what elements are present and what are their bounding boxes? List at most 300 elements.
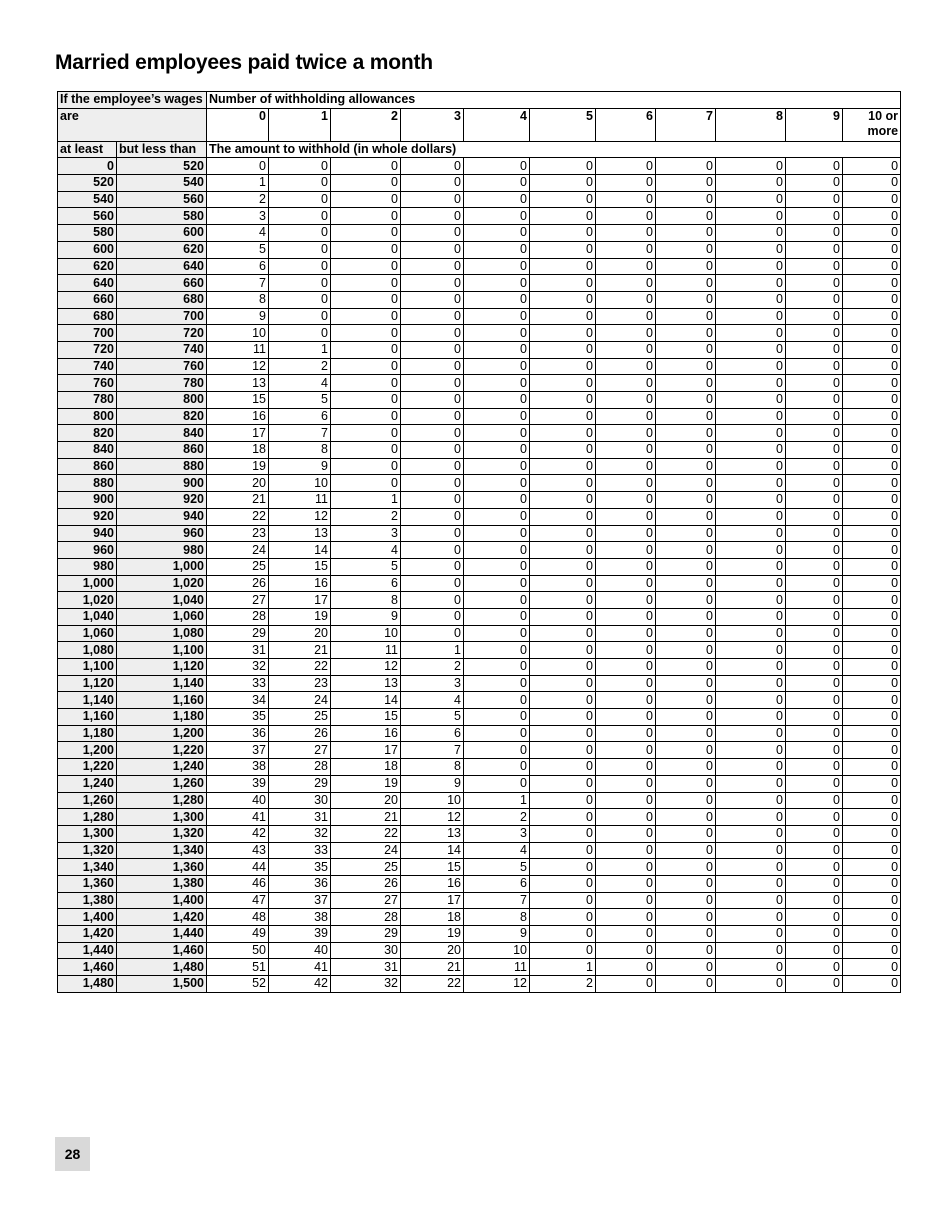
amount-cell: 28 xyxy=(207,608,269,625)
amount-cell: 0 xyxy=(596,458,656,475)
at-least-cell: 1,000 xyxy=(58,575,117,592)
amount-cell: 0 xyxy=(530,859,596,876)
amount-cell: 0 xyxy=(656,341,716,358)
at-least-cell: 1,320 xyxy=(58,842,117,859)
amount-cell: 0 xyxy=(716,291,786,308)
amount-cell: 0 xyxy=(464,625,530,642)
amount-cell: 0 xyxy=(331,375,401,392)
amount-cell: 0 xyxy=(596,959,656,976)
amount-cell: 35 xyxy=(269,859,331,876)
amount-cell: 0 xyxy=(656,875,716,892)
amount-cell: 7 xyxy=(401,742,464,759)
less-than-cell: 1,020 xyxy=(117,575,207,592)
amount-cell: 0 xyxy=(401,258,464,275)
amount-cell: 0 xyxy=(596,558,656,575)
amount-cell: 0 xyxy=(596,358,656,375)
amount-cell: 5 xyxy=(207,241,269,258)
amount-cell: 30 xyxy=(269,792,331,809)
amount-cell: 0 xyxy=(331,258,401,275)
amount-cell: 22 xyxy=(401,976,464,993)
amount-cell: 0 xyxy=(530,659,596,676)
amount-cell: 0 xyxy=(401,208,464,225)
less-than-cell: 1,280 xyxy=(117,792,207,809)
amount-cell: 0 xyxy=(786,175,843,192)
amount-cell: 0 xyxy=(596,909,656,926)
amount-cell: 31 xyxy=(269,809,331,826)
amount-cell: 0 xyxy=(716,408,786,425)
table-row xyxy=(58,725,901,742)
amount-cell: 4 xyxy=(269,375,331,392)
amount-cell: 0 xyxy=(401,191,464,208)
less-than-cell: 1,380 xyxy=(117,875,207,892)
amount-cell: 21 xyxy=(207,492,269,509)
amount-cell: 0 xyxy=(656,525,716,542)
amount-cell: 50 xyxy=(207,942,269,959)
page-number: 28 xyxy=(55,1137,90,1171)
amount-cell: 22 xyxy=(269,659,331,676)
less-than-cell: 800 xyxy=(117,392,207,409)
at-least-cell: 600 xyxy=(58,241,117,258)
amount-cell: 0 xyxy=(401,542,464,559)
less-than-cell: 900 xyxy=(117,475,207,492)
amount-cell: 0 xyxy=(716,642,786,659)
amount-cell: 0 xyxy=(530,158,596,175)
amount-cell: 19 xyxy=(207,458,269,475)
table-row xyxy=(58,859,901,876)
amount-cell: 0 xyxy=(596,258,656,275)
amount-cell: 2 xyxy=(269,358,331,375)
amount-cell: 0 xyxy=(716,208,786,225)
at-least-cell: 1,400 xyxy=(58,909,117,926)
amount-cell: 0 xyxy=(269,225,331,242)
amount-cell: 0 xyxy=(530,875,596,892)
table-row xyxy=(58,659,901,676)
amount-cell: 0 xyxy=(786,976,843,993)
table-row xyxy=(58,358,901,375)
amount-cell: 0 xyxy=(464,642,530,659)
less-than-cell: 1,140 xyxy=(117,675,207,692)
amount-cell: 0 xyxy=(464,425,530,442)
amount-cell: 0 xyxy=(786,208,843,225)
amount-cell: 0 xyxy=(331,392,401,409)
amount-cell: 27 xyxy=(331,892,401,909)
amount-cell: 20 xyxy=(207,475,269,492)
amount-cell: 0 xyxy=(716,942,786,959)
amount-cell: 3 xyxy=(207,208,269,225)
amount-cell: 0 xyxy=(786,926,843,943)
amount-cell: 0 xyxy=(464,759,530,776)
amount-cell: 8 xyxy=(207,291,269,308)
amount-cell: 0 xyxy=(786,775,843,792)
amount-cell: 0 xyxy=(786,892,843,909)
amount-cell: 0 xyxy=(596,709,656,726)
at-least-cell: 560 xyxy=(58,208,117,225)
amount-cell: 0 xyxy=(596,475,656,492)
amount-cell: 0 xyxy=(656,759,716,776)
amount-cell: 2 xyxy=(530,976,596,993)
amount-cell: 0 xyxy=(656,842,716,859)
amount-cell: 20 xyxy=(269,625,331,642)
table-row xyxy=(58,625,901,642)
amount-cell: 0 xyxy=(843,358,901,375)
at-least-cell: 700 xyxy=(58,325,117,342)
less-than-cell: 660 xyxy=(117,275,207,292)
amount-cell: 0 xyxy=(596,425,656,442)
amount-cell: 0 xyxy=(656,608,716,625)
amount-cell: 0 xyxy=(786,959,843,976)
amount-cell: 0 xyxy=(464,308,530,325)
amount-cell: 0 xyxy=(843,475,901,492)
amount-cell: 0 xyxy=(716,158,786,175)
less-than-cell: 1,260 xyxy=(117,775,207,792)
amount-cell: 0 xyxy=(464,475,530,492)
amount-cell: 0 xyxy=(716,825,786,842)
amount-cell: 0 xyxy=(596,208,656,225)
amount-cell: 15 xyxy=(331,709,401,726)
amount-cell: 0 xyxy=(464,775,530,792)
amount-cell: 0 xyxy=(596,742,656,759)
amount-cell: 0 xyxy=(269,308,331,325)
at-least-cell: 780 xyxy=(58,392,117,409)
amount-cell: 0 xyxy=(786,692,843,709)
amount-cell: 0 xyxy=(716,759,786,776)
amount-cell: 0 xyxy=(464,208,530,225)
amount-cell: 0 xyxy=(656,442,716,459)
at-least-cell: 1,160 xyxy=(58,709,117,726)
amount-cell: 0 xyxy=(331,191,401,208)
amount-cell: 14 xyxy=(401,842,464,859)
amount-cell: 52 xyxy=(207,976,269,993)
amount-cell: 9 xyxy=(207,308,269,325)
amount-cell: 0 xyxy=(464,608,530,625)
amount-cell: 42 xyxy=(269,976,331,993)
at-least-cell: 1,380 xyxy=(58,892,117,909)
amount-cell: 0 xyxy=(716,775,786,792)
amount-cell: 9 xyxy=(269,458,331,475)
amount-cell: 0 xyxy=(843,308,901,325)
amount-cell: 0 xyxy=(843,892,901,909)
amount-cell: 0 xyxy=(716,358,786,375)
amount-cell: 0 xyxy=(656,775,716,792)
amount-cell: 6 xyxy=(207,258,269,275)
amount-cell: 0 xyxy=(656,592,716,609)
amount-cell: 0 xyxy=(401,625,464,642)
amount-cell: 2 xyxy=(331,508,401,525)
amount-cell: 0 xyxy=(656,909,716,926)
amount-cell: 0 xyxy=(656,258,716,275)
amount-cell: 0 xyxy=(530,291,596,308)
table-row xyxy=(58,275,901,292)
amount-cell: 0 xyxy=(401,458,464,475)
amount-cell: 0 xyxy=(716,659,786,676)
less-than-cell: 1,100 xyxy=(117,642,207,659)
less-than-cell: 1,480 xyxy=(117,959,207,976)
less-than-cell: 920 xyxy=(117,492,207,509)
amount-cell: 0 xyxy=(786,375,843,392)
at-least-cell: 580 xyxy=(58,225,117,242)
amount-cell: 0 xyxy=(656,959,716,976)
allowance-column-header: 9 xyxy=(786,108,843,141)
amount-cell: 0 xyxy=(530,675,596,692)
amount-cell: 0 xyxy=(596,492,656,509)
amount-cell: 0 xyxy=(786,809,843,826)
amount-cell: 7 xyxy=(269,425,331,442)
amount-cell: 27 xyxy=(207,592,269,609)
amount-cell: 6 xyxy=(401,725,464,742)
amount-cell: 0 xyxy=(656,642,716,659)
table-row xyxy=(58,175,901,192)
amount-cell: 0 xyxy=(716,341,786,358)
amount-cell: 0 xyxy=(656,792,716,809)
amount-cell: 0 xyxy=(530,392,596,409)
amount-cell: 0 xyxy=(596,825,656,842)
amount-cell: 0 xyxy=(464,725,530,742)
table-row xyxy=(58,508,901,525)
amount-cell: 0 xyxy=(530,725,596,742)
amount-cell: 0 xyxy=(843,408,901,425)
amount-cell: 0 xyxy=(596,942,656,959)
amount-cell: 0 xyxy=(716,275,786,292)
table-row xyxy=(58,575,901,592)
amount-cell: 0 xyxy=(716,709,786,726)
table-row xyxy=(58,442,901,459)
amount-cell: 0 xyxy=(786,158,843,175)
amount-cell: 0 xyxy=(464,341,530,358)
amount-cell: 0 xyxy=(716,475,786,492)
amount-cell: 0 xyxy=(843,425,901,442)
less-than-cell: 820 xyxy=(117,408,207,425)
amount-cell: 0 xyxy=(464,175,530,192)
amount-cell: 21 xyxy=(401,959,464,976)
amount-cell: 0 xyxy=(656,275,716,292)
amount-cell: 0 xyxy=(786,508,843,525)
amount-cell: 17 xyxy=(331,742,401,759)
amount-cell: 19 xyxy=(401,926,464,943)
amount-cell: 15 xyxy=(207,392,269,409)
at-least-cell: 1,280 xyxy=(58,809,117,826)
amount-cell: 0 xyxy=(656,926,716,943)
amount-cell: 0 xyxy=(464,158,530,175)
amount-cell: 0 xyxy=(530,842,596,859)
amount-cell: 1 xyxy=(464,792,530,809)
amount-cell: 0 xyxy=(464,508,530,525)
table-header-row-3 xyxy=(58,141,901,158)
amount-cell: 0 xyxy=(656,558,716,575)
amount-cell: 0 xyxy=(530,308,596,325)
amount-cell: 0 xyxy=(401,558,464,575)
amount-cell: 0 xyxy=(716,525,786,542)
amount-cell: 10 xyxy=(331,625,401,642)
amount-cell: 0 xyxy=(596,575,656,592)
amount-cell: 0 xyxy=(331,175,401,192)
amount-cell: 36 xyxy=(207,725,269,742)
amount-cell: 0 xyxy=(530,408,596,425)
amount-cell: 0 xyxy=(331,475,401,492)
at-least-cell: 1,220 xyxy=(58,759,117,776)
amount-cell: 0 xyxy=(331,458,401,475)
amount-cell: 25 xyxy=(207,558,269,575)
amount-cell: 0 xyxy=(401,608,464,625)
amount-cell: 0 xyxy=(596,592,656,609)
amount-cell: 8 xyxy=(331,592,401,609)
amount-cell: 0 xyxy=(656,942,716,959)
amount-cell: 1 xyxy=(269,341,331,358)
less-than-cell: 640 xyxy=(117,258,207,275)
at-least-cell: 760 xyxy=(58,375,117,392)
amount-cell: 0 xyxy=(596,892,656,909)
amount-cell: 24 xyxy=(207,542,269,559)
table-row xyxy=(58,308,901,325)
allowances-label: Number of withholding allowances xyxy=(207,92,901,109)
amount-label: The amount to withhold (in whole dollars) xyxy=(207,141,901,158)
amount-cell: 0 xyxy=(596,775,656,792)
amount-cell: 0 xyxy=(786,225,843,242)
amount-cell: 28 xyxy=(269,759,331,776)
amount-cell: 0 xyxy=(716,742,786,759)
amount-cell: 0 xyxy=(464,241,530,258)
amount-cell: 16 xyxy=(401,875,464,892)
amount-cell: 0 xyxy=(530,926,596,943)
amount-cell: 0 xyxy=(596,725,656,742)
amount-cell: 0 xyxy=(843,291,901,308)
amount-cell: 0 xyxy=(656,175,716,192)
amount-cell: 38 xyxy=(269,909,331,926)
amount-cell: 0 xyxy=(401,291,464,308)
amount-cell: 12 xyxy=(401,809,464,826)
less-than-cell: 600 xyxy=(117,225,207,242)
amount-cell: 0 xyxy=(786,492,843,509)
amount-cell: 0 xyxy=(530,892,596,909)
less-than-cell: 540 xyxy=(117,175,207,192)
amount-cell: 0 xyxy=(716,392,786,409)
table-row xyxy=(58,542,901,559)
amount-cell: 0 xyxy=(464,709,530,726)
amount-cell: 0 xyxy=(530,508,596,525)
amount-cell: 16 xyxy=(207,408,269,425)
amount-cell: 4 xyxy=(207,225,269,242)
amount-cell: 0 xyxy=(843,725,901,742)
at-least-cell: 900 xyxy=(58,492,117,509)
amount-cell: 0 xyxy=(331,341,401,358)
amount-cell: 31 xyxy=(331,959,401,976)
amount-cell: 0 xyxy=(530,175,596,192)
amount-cell: 0 xyxy=(530,542,596,559)
amount-cell: 0 xyxy=(464,492,530,509)
table-row xyxy=(58,926,901,943)
amount-cell: 0 xyxy=(843,592,901,609)
amount-cell: 0 xyxy=(596,759,656,776)
amount-cell: 2 xyxy=(464,809,530,826)
at-least-cell: 860 xyxy=(58,458,117,475)
at-least-cell: 620 xyxy=(58,258,117,275)
amount-cell: 0 xyxy=(716,225,786,242)
amount-cell: 0 xyxy=(596,859,656,876)
amount-cell: 0 xyxy=(786,275,843,292)
amount-cell: 0 xyxy=(401,592,464,609)
amount-cell: 8 xyxy=(401,759,464,776)
amount-cell: 0 xyxy=(716,926,786,943)
amount-cell: 17 xyxy=(207,425,269,442)
amount-cell: 0 xyxy=(716,675,786,692)
amount-cell: 0 xyxy=(843,959,901,976)
amount-cell: 0 xyxy=(843,675,901,692)
amount-cell: 39 xyxy=(269,926,331,943)
amount-cell: 0 xyxy=(656,492,716,509)
table-row xyxy=(58,458,901,475)
at-least-cell: 1,420 xyxy=(58,926,117,943)
amount-cell: 0 xyxy=(786,558,843,575)
amount-cell: 24 xyxy=(269,692,331,709)
table-row xyxy=(58,692,901,709)
amount-cell: 0 xyxy=(269,291,331,308)
less-than-cell: 520 xyxy=(117,158,207,175)
amount-cell: 25 xyxy=(331,859,401,876)
amount-cell: 0 xyxy=(716,542,786,559)
amount-cell: 13 xyxy=(331,675,401,692)
table-row xyxy=(58,642,901,659)
amount-cell: 1 xyxy=(331,492,401,509)
amount-cell: 0 xyxy=(464,592,530,609)
amount-cell: 0 xyxy=(843,575,901,592)
table-row xyxy=(58,408,901,425)
amount-cell: 0 xyxy=(656,709,716,726)
amount-cell: 0 xyxy=(530,375,596,392)
amount-cell: 0 xyxy=(596,875,656,892)
at-least-cell: 720 xyxy=(58,341,117,358)
amount-cell: 11 xyxy=(207,341,269,358)
amount-cell: 0 xyxy=(331,208,401,225)
amount-cell: 0 xyxy=(596,842,656,859)
amount-cell: 1 xyxy=(401,642,464,659)
less-than-cell: 1,160 xyxy=(117,692,207,709)
amount-cell: 12 xyxy=(269,508,331,525)
amount-cell: 0 xyxy=(530,525,596,542)
amount-cell: 0 xyxy=(656,659,716,676)
withholding-table xyxy=(57,91,901,993)
amount-cell: 0 xyxy=(716,792,786,809)
amount-cell: 19 xyxy=(331,775,401,792)
allowance-column-header: 8 xyxy=(716,108,786,141)
amount-cell: 34 xyxy=(207,692,269,709)
amount-cell: 0 xyxy=(843,542,901,559)
less-than-cell: 1,460 xyxy=(117,942,207,959)
amount-cell: 48 xyxy=(207,909,269,926)
amount-cell: 0 xyxy=(530,275,596,292)
at-least-cell: 0 xyxy=(58,158,117,175)
amount-cell: 0 xyxy=(401,158,464,175)
amount-cell: 0 xyxy=(786,725,843,742)
amount-cell: 15 xyxy=(269,558,331,575)
page-title: Married employees paid twice a month xyxy=(55,51,433,74)
amount-cell: 0 xyxy=(596,792,656,809)
at-least-cell: 740 xyxy=(58,358,117,375)
amount-cell: 0 xyxy=(843,909,901,926)
amount-cell: 26 xyxy=(207,575,269,592)
amount-cell: 0 xyxy=(269,275,331,292)
amount-cell: 0 xyxy=(464,575,530,592)
amount-cell: 17 xyxy=(269,592,331,609)
amount-cell: 0 xyxy=(843,926,901,943)
amount-cell: 0 xyxy=(596,692,656,709)
less-than-cell: 620 xyxy=(117,241,207,258)
amount-cell: 0 xyxy=(843,859,901,876)
amount-cell: 0 xyxy=(464,375,530,392)
amount-cell: 4 xyxy=(401,692,464,709)
amount-cell: 0 xyxy=(464,275,530,292)
amount-cell: 0 xyxy=(656,892,716,909)
amount-cell: 0 xyxy=(530,425,596,442)
less-than-cell: 1,400 xyxy=(117,892,207,909)
